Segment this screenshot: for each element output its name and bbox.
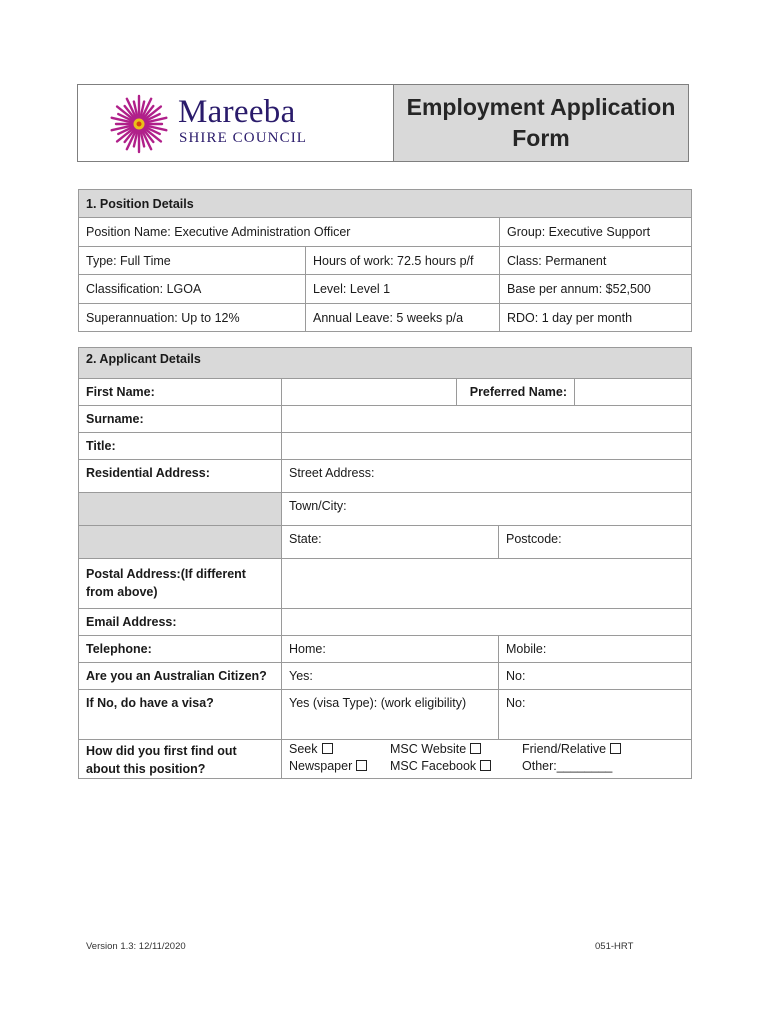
surname-label: Surname: bbox=[79, 406, 282, 433]
option-other[interactable] bbox=[522, 759, 612, 773]
option-newspaper-label: Newspaper bbox=[289, 759, 353, 773]
position-group: Group: Executive Support bbox=[500, 218, 692, 247]
state-field[interactable]: State: bbox=[282, 526, 499, 559]
form-header bbox=[77, 84, 689, 162]
telephone-label: Telephone: bbox=[79, 636, 282, 663]
option-msc-facebook-label: MSC Facebook bbox=[390, 759, 477, 773]
position-annual-leave: Annual Leave: 5 weeks p/a bbox=[306, 304, 500, 332]
postcode-field[interactable]: Postcode: bbox=[499, 526, 692, 559]
position-name: Position Name: Executive Administration Officer bbox=[79, 218, 500, 247]
option-friend-relative-label: Friend/Relative bbox=[522, 742, 607, 756]
msc-facebook-checkbox[interactable] bbox=[480, 760, 491, 771]
preferred-name-label: Preferred Name: bbox=[457, 379, 575, 406]
option-seek[interactable] bbox=[289, 742, 333, 756]
form-title-line-2: Form bbox=[512, 125, 570, 151]
residential-address-spacer-2 bbox=[79, 526, 282, 559]
citizen-label: Are you an Australian Citizen? bbox=[79, 663, 282, 690]
position-rdo: RDO: 1 day per month bbox=[500, 304, 692, 332]
email-label: Email Address: bbox=[79, 609, 282, 636]
title-label: Title: bbox=[79, 433, 282, 460]
option-msc-website[interactable] bbox=[390, 742, 481, 756]
option-newspaper[interactable] bbox=[289, 759, 367, 773]
position-level: Level: Level 1 bbox=[306, 275, 500, 304]
footer-version: Version 1.3: 12/11/2020 bbox=[86, 941, 186, 952]
position-base-salary: Base per annum: $52,500 bbox=[500, 275, 692, 304]
preferred-name-field[interactable] bbox=[575, 379, 692, 406]
home-phone-field[interactable]: Home: bbox=[282, 636, 499, 663]
find-out-options bbox=[282, 740, 692, 779]
brand-name: Mareeba bbox=[178, 94, 296, 130]
title-field[interactable] bbox=[282, 433, 692, 460]
position-classification: Classification: LGOA bbox=[79, 275, 306, 304]
newspaper-checkbox[interactable] bbox=[356, 760, 367, 771]
form-title bbox=[394, 85, 688, 161]
town-city-field[interactable]: Town/City: bbox=[282, 493, 692, 526]
position-type: Type: Full Time bbox=[79, 247, 306, 275]
street-address-field[interactable]: Street Address: bbox=[282, 460, 692, 493]
surname-field[interactable] bbox=[282, 406, 692, 433]
find-out-label: How did you first find out about this position? bbox=[79, 740, 282, 779]
msc-website-checkbox[interactable] bbox=[470, 743, 481, 754]
visa-no-field[interactable]: No: bbox=[499, 690, 692, 740]
first-name-label: First Name: bbox=[79, 379, 282, 406]
citizen-no-field[interactable]: No: bbox=[499, 663, 692, 690]
mobile-phone-field[interactable]: Mobile: bbox=[499, 636, 692, 663]
footer-form-code: 051-HRT bbox=[595, 941, 634, 952]
option-msc-website-label: MSC Website bbox=[390, 742, 467, 756]
visa-yes-field[interactable]: Yes (visa Type): (work eligibility) bbox=[282, 690, 499, 740]
residential-address-label: Residential Address: bbox=[79, 460, 282, 493]
visa-label: If No, do have a visa? bbox=[79, 690, 282, 740]
position-hours: Hours of work: 72.5 hours p/f bbox=[306, 247, 500, 275]
form-title-line-1: Employment Application bbox=[406, 94, 676, 120]
seek-checkbox[interactable] bbox=[322, 743, 333, 754]
position-details-table bbox=[78, 189, 692, 332]
applicant-details-table bbox=[78, 347, 692, 779]
position-superannuation: Superannuation: Up to 12% bbox=[79, 304, 306, 332]
citizen-yes-field[interactable]: Yes: bbox=[282, 663, 499, 690]
friend-relative-checkbox[interactable] bbox=[610, 743, 621, 754]
position-class: Class: Permanent bbox=[500, 247, 692, 275]
option-other-label: Other:________ bbox=[522, 759, 613, 773]
email-field[interactable] bbox=[282, 609, 692, 636]
first-name-field[interactable] bbox=[282, 379, 457, 406]
council-logo-flower-icon bbox=[108, 93, 170, 155]
residential-address-spacer bbox=[79, 493, 282, 526]
position-details-heading: 1. Position Details bbox=[79, 190, 692, 218]
option-seek-label: Seek bbox=[289, 742, 318, 756]
option-msc-facebook[interactable] bbox=[390, 759, 491, 773]
option-friend-relative[interactable] bbox=[522, 742, 621, 756]
brand-subtitle: SHIRE COUNCIL bbox=[179, 130, 308, 146]
postal-address-label: Postal Address:(If different from above) bbox=[79, 559, 282, 609]
applicant-details-heading: 2. Applicant Details bbox=[79, 348, 692, 379]
postal-address-field[interactable] bbox=[282, 559, 692, 609]
logo-cell bbox=[78, 85, 394, 161]
